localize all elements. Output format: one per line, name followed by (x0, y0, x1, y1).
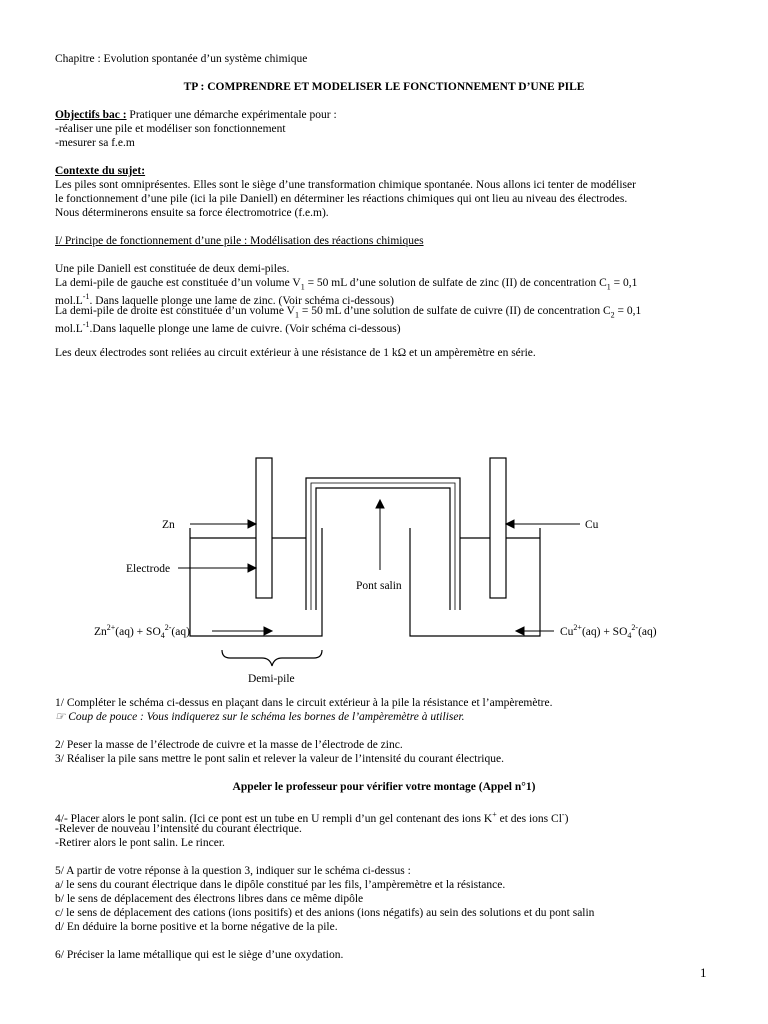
question-2: 2/ Peser la masse de l’électrode de cuivre et la masse de l’électrode de zinc. (55, 739, 403, 751)
hint-line: ☞ Coup de pouce : Vous indiquerez sur le schéma les bornes de l’ampèremètre à utiliser. (55, 711, 465, 723)
right-halfcell-line-2: $mol.L^{-1}.Dans$ laquelle plonge une lame de cuivre. (Voir schéma ci-dessous) (55, 320, 401, 335)
question-5: 5/ A partir de votre réponse à la question 3, indiquer sur le schéma ci-dessus : (55, 865, 411, 877)
zn-label: Zn (162, 519, 175, 531)
zinc-electrode (256, 458, 272, 598)
left-solution-label: $Zn^{2+}(aq) + SO_4^{2-}(aq)$ (94, 623, 190, 640)
teacher-call: Appeler le professeur pour vérifier votre montage (Appel n°1) (232, 781, 536, 793)
intro-line: Une pile Daniell est constituée de deux demi-piles. (55, 263, 290, 275)
objective-item: -réaliser une pile et modéliser son fonctionnement (55, 123, 286, 135)
copper-electrode (490, 458, 506, 598)
right-beaker (410, 528, 540, 636)
left-solution-arrowhead (264, 627, 272, 635)
demi-pile-brace (222, 650, 322, 666)
right-halfcell-line: La demi-pile de droite est constituée d’un volume $V_1 = 50$ mL d’une solution de sulfate de cuivre (II) de concentration $C_2 = 0,1$ (55, 305, 642, 320)
cu-label: Cu (585, 519, 599, 531)
context-line: le fonctionnement d’une pile (ici la pile Daniell) en déterminer les réactions chimiques qui ont lieu au niveau des électrodes. (55, 193, 628, 205)
objectives-label: Objectifs bac : (55, 109, 127, 121)
objectives-intro: Pratiquer une démarche expérimentale pour : (126, 109, 337, 121)
page-number: 1 (700, 965, 707, 980)
pointing-hand-icon: ☞ (55, 711, 66, 723)
left-halfcell-line: La demi-pile de gauche est constituée d’un volume $V_1 = 50$ mL d’une solution de sulfate de zinc (II) de concentration $C_1 = 0,1$ (55, 277, 638, 292)
question-4: 4/- Placer alors le pont salin. (Ici ce pont est un tube en U rempli d’un gel contenant des ions K+ et des ions Cl-) (55, 810, 569, 825)
electrode-arrowhead (248, 564, 256, 572)
demi-pile-label: Demi-pile (248, 673, 295, 685)
objective-item: -mesurer sa f.e.m (55, 137, 135, 149)
right-solution-arrowhead (516, 627, 524, 635)
section-heading: I/ Principe de fonctionnement d’une pile : Modélisation des réactions chimiques (55, 235, 424, 247)
left-halfcell-line-2: $mol.L^{-1}$. Dans laquelle plonge une lame de zinc. (Voir schéma ci-dessous) (55, 292, 394, 307)
question-5c: c/ le sens de déplacement des cations (ions positifs) et des anions (ions négatifs) au sein des solutions et du pont salin (55, 907, 595, 919)
question-5d: d/ En déduire la borne positive et la borne négative de la pile. (55, 921, 338, 933)
objectives-line (55, 108, 337, 122)
electrodes-line: Les deux électrodes sont reliées au circuit extérieur à une résistance de 1 kΩ et un ampèremètre en série. (55, 347, 536, 359)
question-4-step: -Retirer alors le pont salin. Le rincer. (55, 837, 225, 849)
context-heading: Contexte du sujet: (55, 165, 146, 177)
cu-arrowhead (506, 520, 514, 528)
chapter-line: Chapitre : Evolution spontanée d’un système chimique (55, 53, 308, 65)
zn-arrowhead (248, 520, 256, 528)
pont-salin-label: Pont salin (356, 580, 402, 592)
question-6: 6/ Préciser la lame métallique qui est le siège d’une oxydation. (55, 949, 344, 961)
question-5b: b/ le sens de déplacement des électrons libres dans ce même dipôle (55, 893, 364, 905)
context-line: Les piles sont omniprésentes. Elles sont le siège d’une transformation chimique spontanée. Nous allons ici tenter de modéliser (55, 179, 636, 191)
tp-title: TP : COMPRENDRE ET MODELISER LE FONCTIONNEMENT D’UNE PILE (183, 81, 585, 93)
question-1: 1/ Compléter le schéma ci-dessus en plaçant dans le circuit extérieur à la pile la résistance et l’ampèremètre. (55, 697, 553, 709)
question-3: 3/ Réaliser la pile sans mettre le pont salin et relever la valeur de l’intensité du courant électrique. (55, 753, 504, 765)
pont-salin-arrowhead (376, 500, 384, 508)
daniell-cell-diagram (0, 440, 768, 690)
question-5a: a/ le sens du courant électrique dans le dipôle constitué par les fils, l’ampèremètre et la résistance. (55, 879, 506, 891)
electrode-label: Electrode (126, 563, 171, 575)
question-4-step: -Relever de nouveau l’intensité du courant électrique. (55, 823, 302, 835)
context-line: Nous déterminerons ensuite sa force électromotrice (f.e.m). (55, 207, 329, 219)
right-solution-label: $Cu^{2+}(aq) + SO_4^{2-}(aq)$ (560, 623, 657, 640)
